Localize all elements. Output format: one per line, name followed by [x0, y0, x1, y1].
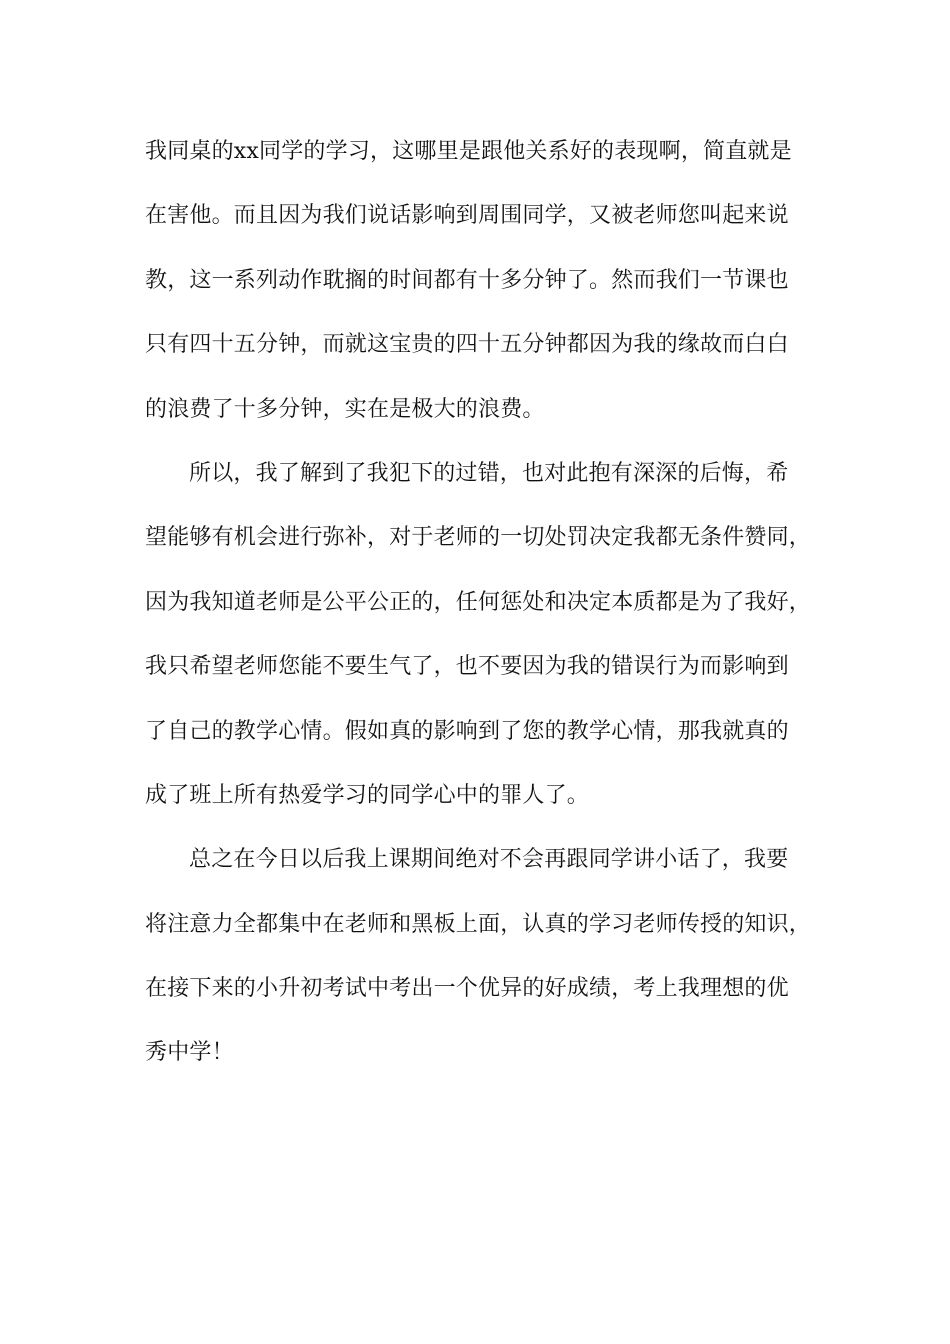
text-line: 了自己的教学心情。假如真的影响到了您的教学心情，那我就真的: [145, 718, 789, 744]
document-body: [145, 128, 815, 1094]
text-line: 因为我知道老师是公平公正的，任何惩处和决定本质都是为了我好，: [145, 589, 812, 615]
text-line: 在接下来的小升初考试中考出一个优异的好成绩，考上我理想的优: [145, 976, 789, 1002]
text-line: 只有四十五分钟，而就这宝贵的四十五分钟都因为我的缘故而白白: [145, 332, 789, 358]
text-line: 望能够有机会进行弥补，对于老师的一切处罚决定我都无条件赞同，: [145, 525, 812, 551]
text-line: 在害他。而且因为我们说话影响到周围同学，又被老师您叫起来说: [145, 203, 789, 229]
text-line: 成了班上所有热爱学习的同学心中的罪人了。: [145, 782, 590, 808]
paragraph-first-line: 总之在今日以后我上课期间绝对不会再跟同学讲小话了，我要: [189, 847, 789, 873]
text-line: 秀中学！: [145, 1040, 234, 1066]
paragraph-first-line: 所以，我了解到了我犯下的过错，也对此抱有深深的后悔，希: [189, 460, 789, 486]
text-line: 将注意力全都集中在老师和黑板上面，认真的学习老师传授的知识，: [145, 911, 812, 937]
text-line: 我同桌的xx同学的学习，这哪里是跟他关系好的表现啊，简直就是: [145, 139, 792, 164]
text-line: 的浪费了十多分钟，实在是极大的浪费。: [145, 396, 545, 422]
text-line: 教，这一系列动作耽搁的时间都有十多分钟了。然而我们一节课也: [145, 267, 789, 293]
text-line: 我只希望老师您能不要生气了，也不要因为我的错误行为而影响到: [145, 654, 789, 680]
